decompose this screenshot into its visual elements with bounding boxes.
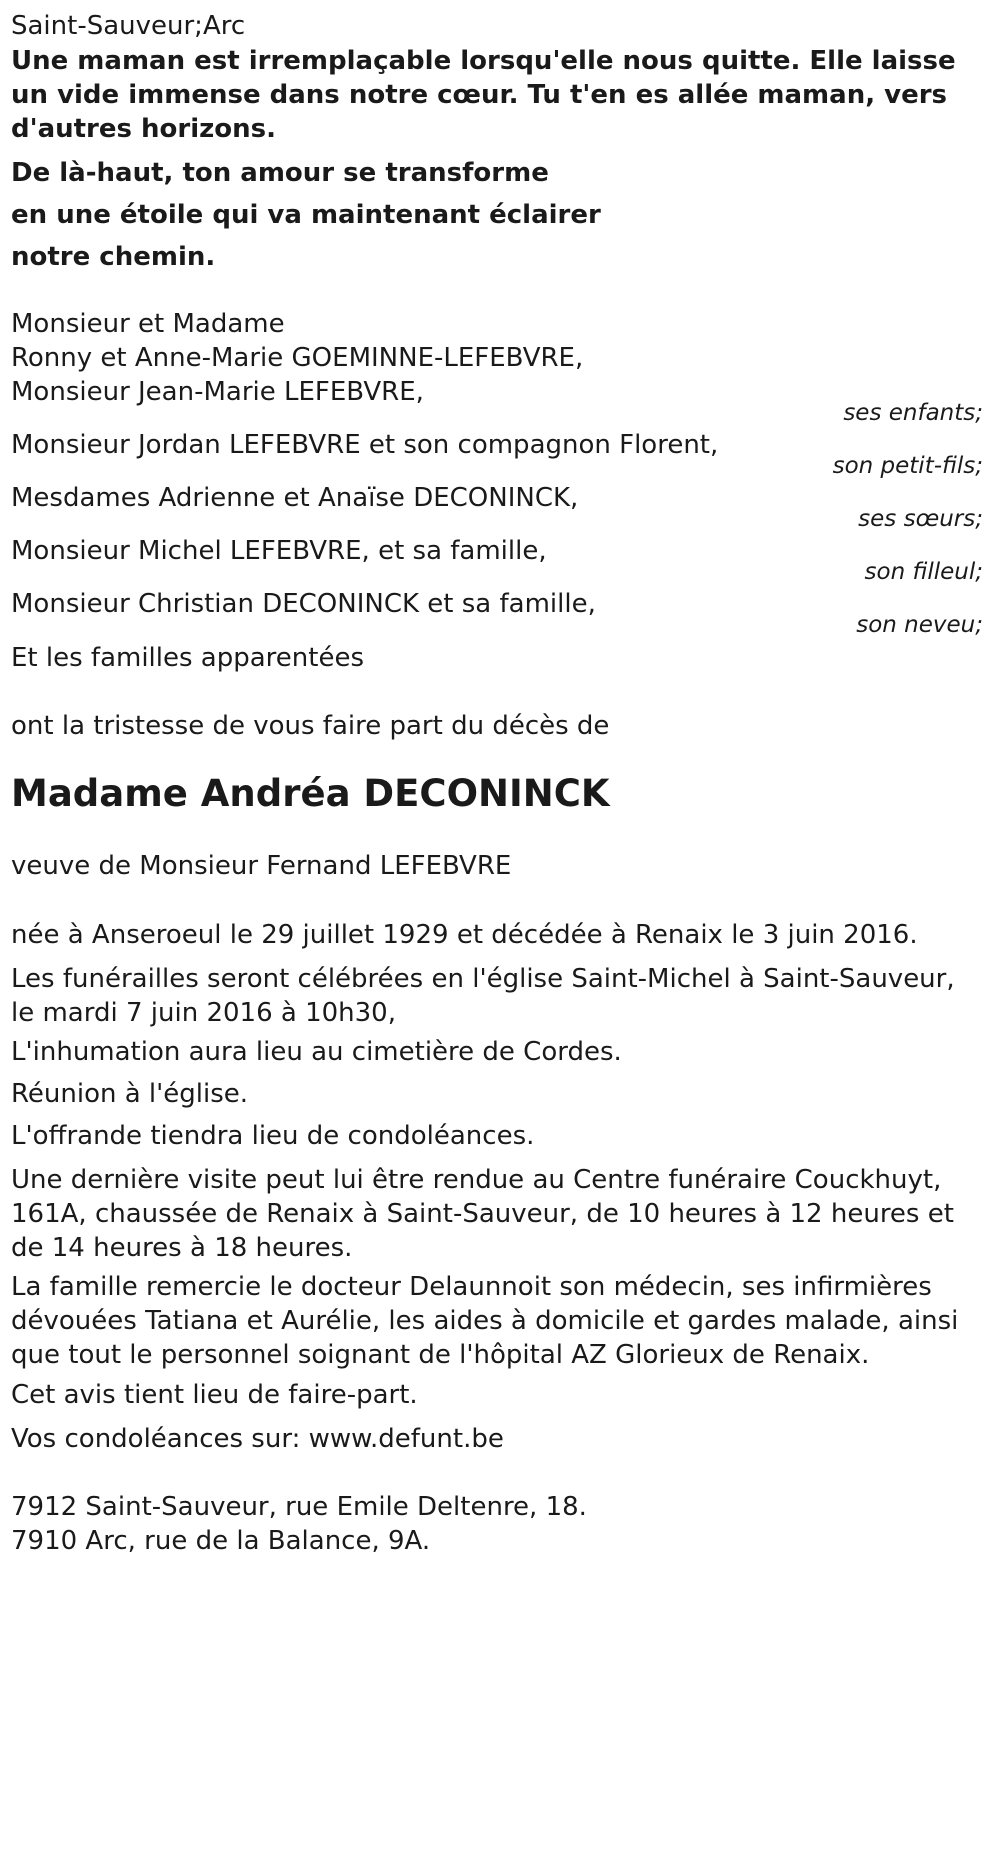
poem-line-3: notre chemin. [11, 242, 216, 272]
relation-nephew: son neveu; [856, 612, 983, 638]
relation-grandson: son petit-fils; [832, 453, 983, 479]
locations-header: Saint-Sauveur;Arc [11, 11, 246, 41]
condolences-line: Vos condoléances sur: www.defunt.be [11, 1424, 504, 1454]
thanks-paragraph: La famille remercie le docteur Delaunnoit son médecin, ses infirmières dévouées Tatiana et Aurélie, les aides à domicile et gardes malade, ainsi que tout le personnel soignant de l'hôpital AZ Glorieux de Renaix. [11, 1272, 959, 1370]
poem-intro: Une maman est irremplaçable lorsqu'elle nous quitte. Elle laisse un vide immense dans notre cœur. Tu t'en es allée maman, vers d'autres horizons. [11, 46, 956, 144]
poem-line-1: De là-haut, ton amour se transforme [11, 158, 549, 188]
related-families-line: Et les familles apparentées [11, 643, 365, 673]
address-line-1: 7912 Saint-Sauveur, rue Emile Deltenre, 18. [11, 1492, 587, 1522]
birth-death-line: née à Anseroeul le 29 juillet 1929 et décédée à Renaix le 3 juin 2016. [11, 920, 918, 950]
funeral-paragraph: Les funérailles seront célébrées en l'église Saint-Michel à Saint-Sauveur, le mardi 7 juin 2016 à 10h30, [11, 964, 955, 1028]
relation-children: ses enfants; [843, 400, 983, 426]
children-line-2: Ronny et Anne-Marie GOEMINNE-LEFEBVRE, [11, 343, 584, 373]
children-line-1: Monsieur et Madame [11, 309, 285, 339]
nephew-line: Monsieur Christian DECONINCK et sa famille, [11, 589, 596, 619]
relation-godson: son filleul; [864, 559, 983, 585]
children-line-3: Monsieur Jean-Marie LEFEBVRE, [11, 377, 424, 407]
widow-of-line: veuve de Monsieur Fernand LEFEBVRE [11, 851, 512, 881]
sisters-line: Mesdames Adrienne et Anaïse DECONINCK, [11, 483, 579, 513]
meeting-line: Réunion à l'église. [11, 1079, 249, 1109]
offering-line: L'offrande tiendra lieu de condoléances. [11, 1121, 535, 1151]
grandson-line: Monsieur Jordan LEFEBVRE et son compagnon Florent, [11, 430, 719, 460]
relation-sisters: ses sœurs; [858, 506, 983, 532]
godson-line: Monsieur Michel LEFEBVRE, et sa famille, [11, 536, 547, 566]
announcement-text: ont la tristesse de vous faire part du décès de [11, 711, 610, 741]
poem-line-2: en une étoile qui va maintenant éclairer [11, 200, 601, 230]
address-line-2: 7910 Arc, rue de la Balance, 9A. [11, 1526, 431, 1556]
notice-line: Cet avis tient lieu de faire-part. [11, 1380, 418, 1410]
visit-paragraph: Une dernière visite peut lui être rendue au Centre funéraire Couckhuyt, 161A, chaussée de Renaix à Saint-Sauveur, de 10 heures à 12 heures et de 14 heures à 18 heures. [11, 1165, 954, 1263]
deceased-name: Madame Andréa DECONINCK [11, 772, 610, 815]
burial-line: L'inhumation aura lieu au cimetière de Cordes. [11, 1037, 622, 1067]
